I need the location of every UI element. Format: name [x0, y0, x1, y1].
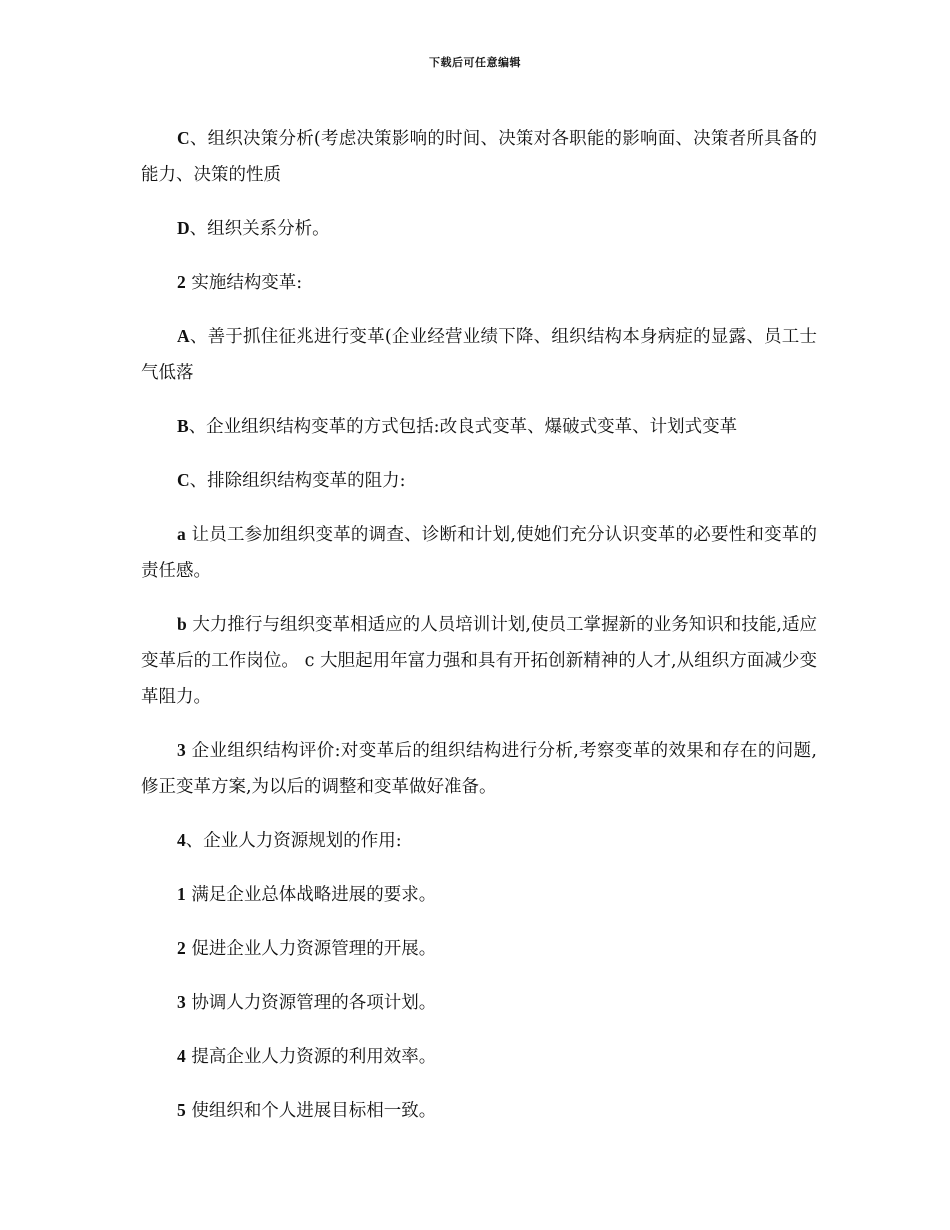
paragraph-lead: C	[177, 470, 190, 490]
paragraph-lead: D	[177, 218, 190, 238]
document-body	[141, 120, 817, 1146]
paragraph	[141, 462, 817, 499]
paragraph	[141, 408, 817, 445]
paragraph-text: 实施结构变革:	[185, 273, 303, 293]
paragraph	[141, 822, 817, 859]
paragraph-text: 提高企业人力资源的利用效率。	[185, 1047, 437, 1067]
paragraph	[141, 1092, 817, 1129]
paragraph-lead: 2	[177, 938, 186, 958]
paragraph-lead: 3	[177, 992, 186, 1012]
paragraph	[141, 516, 817, 589]
paragraph-lead: a	[177, 524, 186, 544]
paragraph	[141, 930, 817, 967]
paragraph	[141, 120, 817, 193]
paragraph-text: 、排除组织结构变革的阻力:	[189, 471, 406, 491]
paragraph-lead: 4	[177, 1046, 186, 1066]
paragraph	[141, 606, 817, 715]
paragraph-text: 、企业组织结构变革的方式包括:改良式变革、爆破式变革、计划式变革	[188, 417, 738, 437]
paragraph-text: 协调人力资源管理的各项计划。	[185, 993, 437, 1013]
paragraph	[141, 984, 817, 1021]
paragraph	[141, 318, 817, 391]
paragraph-text: 促进企业人力资源管理的开展。	[185, 939, 437, 959]
paragraph-text: 让员工参加组织变革的调查、诊断和计划,使她们充分认识变革的必要性和变革的责任感。	[141, 525, 817, 581]
paragraph-lead: C	[177, 128, 190, 148]
paragraph-lead: 2	[177, 272, 186, 292]
paragraph-text: 、善于抓住征兆进行变革(企业经营业绩下降、组织结构本身病症的显露、员工士气低落	[141, 327, 817, 383]
paragraph-text: 、企业人力资源规划的作用:	[185, 831, 402, 851]
paragraph-lead: 4	[177, 830, 186, 850]
paragraph-text: 、组织决策分析(考虑决策影响的时间、决策对各职能的影响面、决策者所具备的能力、决策的性质	[141, 129, 817, 185]
paragraph	[141, 876, 817, 913]
paragraph-text: 大力推行与组织变革相适应的人员培训计划,使员工掌握新的业务知识和技能,适应变革后的工作岗位。 c 大胆起用年富力强和具有开拓创新精神的人才,从组织方面减少变革阻力。	[141, 615, 817, 707]
paragraph	[141, 264, 817, 301]
paragraph-lead: A	[177, 326, 190, 346]
paragraph-lead: 1	[177, 884, 186, 904]
paragraph-lead: 5	[177, 1100, 186, 1120]
paragraph-lead: 3	[177, 740, 186, 760]
paragraph-lead: b	[177, 614, 187, 634]
paragraph	[141, 210, 817, 247]
paragraph	[141, 732, 817, 805]
paragraph-text: 使组织和个人进展目标相一致。	[185, 1101, 437, 1121]
paragraph	[141, 1038, 817, 1075]
page-header: 下载后可任意编辑	[429, 56, 521, 69]
paragraph-text: 满足企业总体战略进展的要求。	[185, 885, 437, 905]
paragraph-text: 、组织关系分析。	[189, 219, 330, 239]
paragraph-text: 企业组织结构评价:对变革后的组织结构进行分析,考察变革的效果和存在的问题,修正变革方案,为以后的调整和变革做好准备。	[141, 741, 817, 797]
paragraph-lead: B	[177, 416, 189, 436]
